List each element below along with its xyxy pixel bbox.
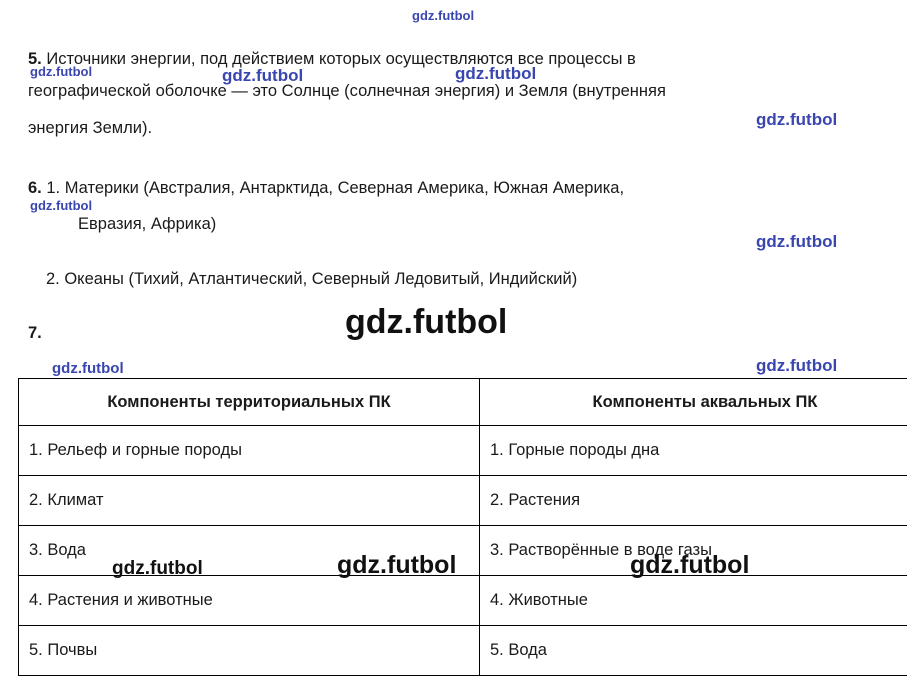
- table-row: [19, 476, 907, 526]
- table-cell-aqual-5: 5. Вода: [480, 626, 907, 676]
- question-6-line-1: 1. Материки (Австралия, Антарктида, Северная Америка, Южная Америка,: [46, 179, 624, 197]
- table-row: [19, 426, 907, 476]
- table-cell-territorial-1: 1. Рельеф и горные породы: [19, 426, 480, 476]
- table-cell-territorial-5: 5. Почвы: [19, 626, 480, 676]
- watermark: gdz.futbol: [222, 66, 303, 86]
- question-6-line-3: 2. Океаны (Тихий, Атлантический, Северный Ледовитый, Индийский): [46, 264, 577, 294]
- question-7-number-line: [28, 318, 42, 348]
- watermark: gdz.futbol: [630, 551, 749, 580]
- watermark: gdz.futbol: [756, 356, 837, 376]
- table-cell-territorial-4: 4. Растения и животные: [19, 576, 480, 626]
- table-cell-territorial-2: 2. Климат: [19, 476, 480, 526]
- watermark: gdz.futbol: [52, 360, 124, 377]
- question-5-number: 5.: [28, 50, 42, 68]
- table-cell-territorial-3: 3. Вода: [19, 526, 480, 576]
- watermark: gdz.futbol: [30, 198, 92, 213]
- table-cell-aqual-4: 4. Животные: [480, 576, 907, 626]
- table-header-territorial: Компоненты территориальных ПК: [19, 379, 480, 426]
- watermark: gdz.futbol: [455, 64, 536, 84]
- watermark: gdz.futbol: [756, 110, 837, 130]
- question-5-line-1: Источники энергии, под действием которых осуществляются все процессы в: [46, 50, 635, 68]
- table-row: [19, 576, 907, 626]
- table-cell-aqual-3: 3. Растворённые в воде газы: [480, 526, 907, 576]
- components-table: [18, 378, 907, 676]
- question-5-line-3: энергия Земли).: [28, 113, 152, 143]
- watermark: gdz.futbol: [337, 551, 456, 580]
- question-6-number-line: [28, 173, 624, 203]
- table-cell-aqual-1: 1. Горные породы дна: [480, 426, 907, 476]
- table-header-row: [19, 379, 907, 426]
- question-5-line-2: географической оболочке — это Солнце (солнечная энергия) и Земля (внутренняя: [28, 76, 666, 106]
- question-6-line-2: Евразия, Африка): [78, 209, 216, 239]
- question-6-number: 6.: [28, 179, 42, 197]
- table-header-aqual: Компоненты аквальных ПК: [480, 379, 907, 426]
- table-row: [19, 626, 907, 676]
- watermark: gdz.futbol: [30, 64, 92, 79]
- table-cell-aqual-2: 2. Растения: [480, 476, 907, 526]
- watermark: gdz.futbol: [112, 558, 203, 580]
- question-7-number: 7.: [28, 324, 42, 342]
- watermark: gdz.futbol: [756, 232, 837, 252]
- table-row: [19, 526, 907, 576]
- watermark: gdz.futbol: [412, 8, 474, 23]
- watermark: gdz.futbol: [345, 303, 507, 342]
- question-5-number-line: [28, 44, 636, 74]
